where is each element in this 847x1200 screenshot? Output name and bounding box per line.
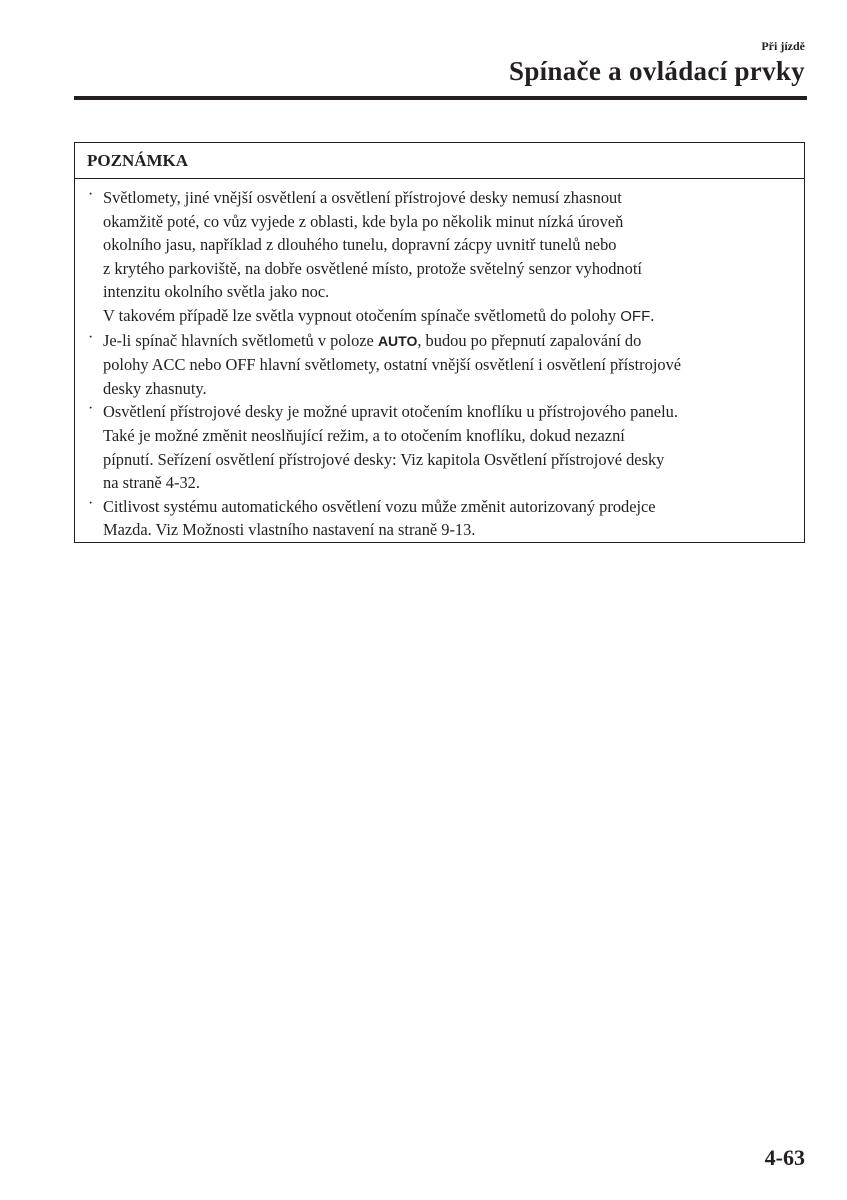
text-line: Osvětlení přístrojové desky je možné upravit otočením knoflíku u přístrojového panelu. [103,402,678,422]
text-segment: , budou po přepnutí zapalování do [417,330,642,350]
text-line: desky zhasnuty. [103,378,207,398]
bullet-icon: · [88,400,94,418]
note-box [74,142,805,543]
text-line: Světlomety, jiné vnější osvětlení a osvětlení přístrojové desky nemusí zhasnout [103,188,622,207]
auto-position-symbol: AUTO [377,332,418,349]
text-line: Mazda. Viz Možnosti vlastního nastavení na straně 9-13. [103,520,476,540]
bullet-icon: · [88,494,94,512]
text-line: intenzitu okolního světla jako noc. [103,282,330,302]
text-line: polohy ACC nebo OFF hlavní světlomety, ostatní vnější osvětlení i osvětlení přístrojové [103,355,682,375]
text-line: Také je možné změnit neoslňující režim, a to otočením knoflíku, dokud nezazní [103,425,625,445]
text-line: okamžitě poté, co vůz vyjede z oblasti, kde byla po několik minut nízká úroveň [103,211,624,231]
section-label: Při jízdě [761,39,805,53]
list-item [87,495,796,542]
text-line [103,304,796,329]
text-line: Citlivost systému automatického osvětlení vozu může změnit autorizovaný prodejce [103,496,656,516]
off-position-symbol: OFF [620,307,651,325]
text-line [103,329,796,354]
page-number: 4-63 [764,1145,805,1170]
note-list [75,179,804,542]
note-heading: POZNÁMKA [75,143,804,179]
text-line: na straně 4-32. [103,473,200,493]
text-line: z krytého parkoviště, na dobře osvětlené místo, protože světelný senzor vyhodnotí [103,258,642,278]
list-item [87,400,796,494]
page-title: Spínače a ovládací prvky [509,56,805,86]
list-item [87,186,796,329]
title-rule [74,96,807,100]
list-item [87,329,796,401]
text-segment: . [650,305,655,325]
text-line: pípnutí. Seřízení osvětlení přístrojové desky: Viz kapitola Osvětlení přístrojové desky [103,449,665,469]
bullet-icon: · [88,186,94,203]
text-line: okolního jasu, například z dlouhého tunelu, dopravní zácpy uvnitř tunelů nebo [103,235,617,255]
bullet-icon: · [88,328,94,346]
text-segment: V takovém případě lze světla vypnout otočením spínače světlometů do polohy [103,305,621,325]
text-segment: Je-li spínač hlavních světlometů v poloze [103,330,378,350]
